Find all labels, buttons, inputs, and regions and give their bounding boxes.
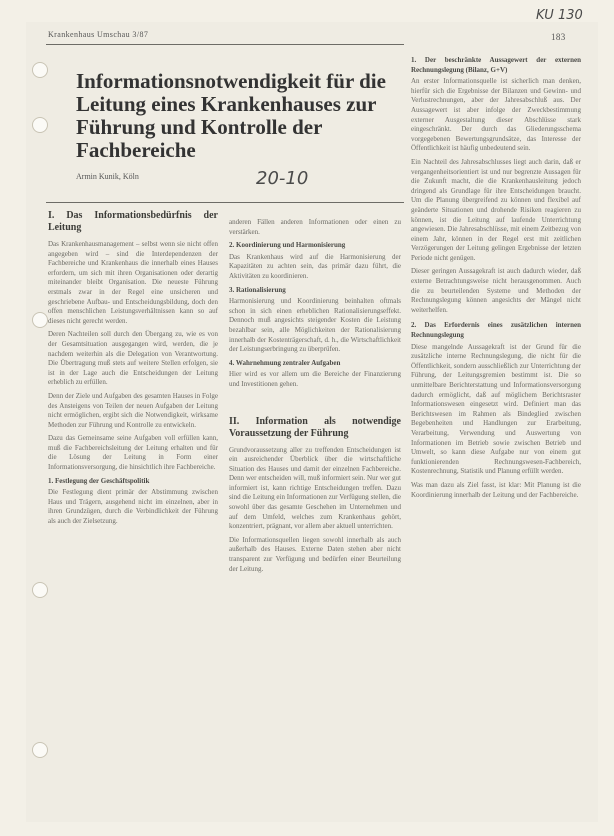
subheading: 2. Das Erfordernis eines zusätzlichen internen Rechnungslegung — [411, 321, 581, 340]
subheading: 1. Der beschränkte Aussagewert der externen Rechnungslegung (Bilanz, G+V) — [411, 56, 581, 74]
paragraph: Das Krankenhausmanagement – selbst wenn sie nicht offen angegeben wird – sind die Interdependenzen der Fachbereiche und Krankenhaus die innerhalb eines Hauses erfordern, um sich mit ihren Organisationen oder derartig miteinander bleibt Organisation. Die neueste Führung erstmals zwar in der Regel eine unsicheren und geschriebene Aufbau- und Entscheidungsbildung, doch den offen menschlichen Leistungsverhältnissen kann so auf dieses nicht gerecht werden. — [48, 240, 218, 325]
article-title: Informationsnotwendigkeit für die Leitung eines Krankenhauses zur Führung und Kontrolle der Fachbereiche — [76, 69, 386, 162]
paragraph: Was man dazu als Ziel fasst, ist klar: Mit Planung ist die Koordinierung innerhalb der Leitung und der Fachbereiche. — [411, 480, 581, 499]
paragraph: Ein Nachteil des Jahresabschlusses liegt auch darin, daß er vergangenheitsorientiert ist und nur begrenzte Aussagen für die Zukunft macht, die die Krankenhausleitung jedoch dringend als Grundlage für ihre Entscheidungen braucht. Um die Planung übergreifend zu können und flexibel auf geänderte Situationen und drohende Risiken reagieren zu können, ist die Leitung auf laufende Unterrichtung angewiesen. Die Jahresabschlüsse, mit einem Zeitbezug von einem Jahr, können in der Regel erst mit zeitlichen Verzögerungen der Leitung gelingen Ergebnisse der letzten Periode nicht genügen. — [411, 157, 581, 262]
section-heading: I. Das Informationsbedürfnis der Leitung — [48, 210, 218, 233]
handwritten-reference: KU 130 — [536, 8, 583, 23]
right-column — [411, 50, 581, 504]
journal-header: Krankenhaus Umschau 3/87 — [48, 30, 149, 39]
paragraph: Das Krankenhaus wird auf die Harmonisierung der Kapazitäten zu achten sein, das primär dazu führt, die Aktivitäten zu koordinieren. — [229, 252, 401, 280]
paragraph: Dazu das Gemeinsame seine Aufgaben voll erfüllen kann, muß die Fachbereichsleitung der Leitung erhalten und für die Lösung der Leitung in Form einer Informationsversorgung, die hinsichtlich ihre Fachbereiche. — [48, 434, 218, 472]
document-page — [26, 8, 598, 822]
middle-column — [229, 218, 401, 578]
left-column — [48, 210, 218, 531]
paragraph: Hier wird es vor allem um die Bereiche der Finanzierung und Investitionen gehen. — [229, 370, 401, 388]
paragraph: Die Informationsquellen liegen sowohl innerhalb als auch außerhalb des Hauses. Externe Daten stehen aber nicht transparent zur Verfügung und bedürfen einer Beurteilung der Leitung. — [229, 535, 401, 573]
paragraph: Harmonisierung und Koordinierung beinhalten oftmals schon in sich einen erheblichen Rationalisierungseffekt. Dennoch muß angesichts steigender Kosten die Leistung bezahlbar sein, alle Möglichkeiten der Rationalisierung innerhalb der Kostenträgerschaft, d. h., die Wirtschaftlichkeit der Leistungserbringung zu überprüfen. — [229, 297, 401, 354]
paragraph: anderen Fällen anderen Informationen oder einen zu verstärken. — [229, 218, 401, 236]
paragraph: Grundvoraussetzung aller zu treffenden Entscheidungen ist ein ausreichender Überblick über die wirtschaftliche Situation des Hauses und damit der einzelnen Fachbereiche. Denn wer entscheiden will, muß informiert sein. Nur wer gut informiert ist, kann richtige Entscheidungen treffen. Dazu sind die Leitung ein Informationen zur Verfügung stellen, die sowohl über das gesamte Geschehen im Unternehmen und auf dem Umfeld, welches zum Krankenhaus gehört, konzentriert, prägnant, vor allem aber aktuell unterrichten. — [229, 445, 401, 531]
subheading: 3. Rationalisierung — [229, 285, 286, 294]
paragraph: An erster Informationsquelle ist sicherlich man denken, hierfür sich die Ergebnisse der Bilanzen und Gewinn- und Verlustrechnungen, aber der Jahresabschluß aus. Der Aussagewert ist aber infolge der Zweckbestimmung externer Ausgestaltung dieser Abschlüsse stark eingeschränkt. Der durch das Gliederungsschema vorgegebenen Bewertungsgrundsätze, das Interesse der Öffentlichkeit ist häufig unbedeutend sein. — [411, 77, 581, 153]
title-rule — [46, 202, 404, 203]
author-line: Armin Kunik, Köln — [76, 172, 139, 181]
paragraph: Diese mangelnde Aussagekraft ist der Grund für die zusätzliche interne Rechnungslegung, die nicht für die Öffentlichkeit, sondern ausschließlich zur Unterrichtung der Führung, der Leitungsgremien bestimmt ist. Die so unmittelbare Berichterstattung und Informationsversorgung dadurch ermöglicht, daß auf möglichem Berichtsraster Informationswesen eingesetzt wird. Definiert man das Berichtswesen im Rahmen als Bindeglied zwischen Begebenheiten und Handlungen zur Erarbeitung, Verarbeitung, Verwendung und Auswertung von Informationen im Betrieb sowie zwischen Betrieb und Umwelt, so kann diese Aufgabe nur von einem gut funktionierenden Rechnungswesen-Fachbereich, Kostenrechnung, Statistik und Planung erfüllt werden. — [411, 342, 581, 476]
paragraph: Die Festlegung dient primär der Abstimmung zwischen Haus und Trägern, ausgehend nicht im einzelnen, aber in ihren Grundzügen, durch die Verbindlichkeit der Führung als auch der Zielsetzung. — [48, 488, 218, 526]
paragraph: Dieser geringen Aussagekraft ist auch dadurch wieder, daß externe Betrachtungsweise nicht herausgenommen. Auch die zu beurteilenden Systeme und Methoden der Rechnungslegung können angesichts der Mängel nicht weiterhelfen. — [411, 267, 581, 314]
subheading: 2. Koordinierung und Harmonisierung — [229, 241, 346, 250]
subheading: 1. Festlegung der Geschäftspolitik — [48, 476, 150, 485]
handwritten-note: 20-10 — [256, 168, 309, 189]
header-rule — [46, 44, 404, 45]
paragraph: Deren Nachteilen soll durch den Übergang zu, wie es von der Gesamtsituation ausgegangen wird, werden, die je nachdem weiterhin als die Delegation von Verantwortung. Die Übertragung muß stets auf weitere Stellen erfolgen, sie ist in der Lage auch die Entscheidungen der Leitung erheblich zu erfüllen. — [48, 330, 218, 387]
subheading: 4. Wahrnehmung zentraler Aufgaben — [229, 358, 341, 367]
page-number: 183 — [551, 32, 566, 42]
paragraph: Denn der Ziele und Aufgaben des gesamten Hauses in Folge des Ansteigens von Teilen der neuen Aufgaben der Leitung nicht ermöglichen, ergibt sich die Notwendigkeit, wirksame Methoden zur Führung und Kontrolle zu entwickeln. — [48, 391, 218, 429]
section-heading: II. Information als notwendige Voraussetzung der Führung — [229, 415, 401, 439]
